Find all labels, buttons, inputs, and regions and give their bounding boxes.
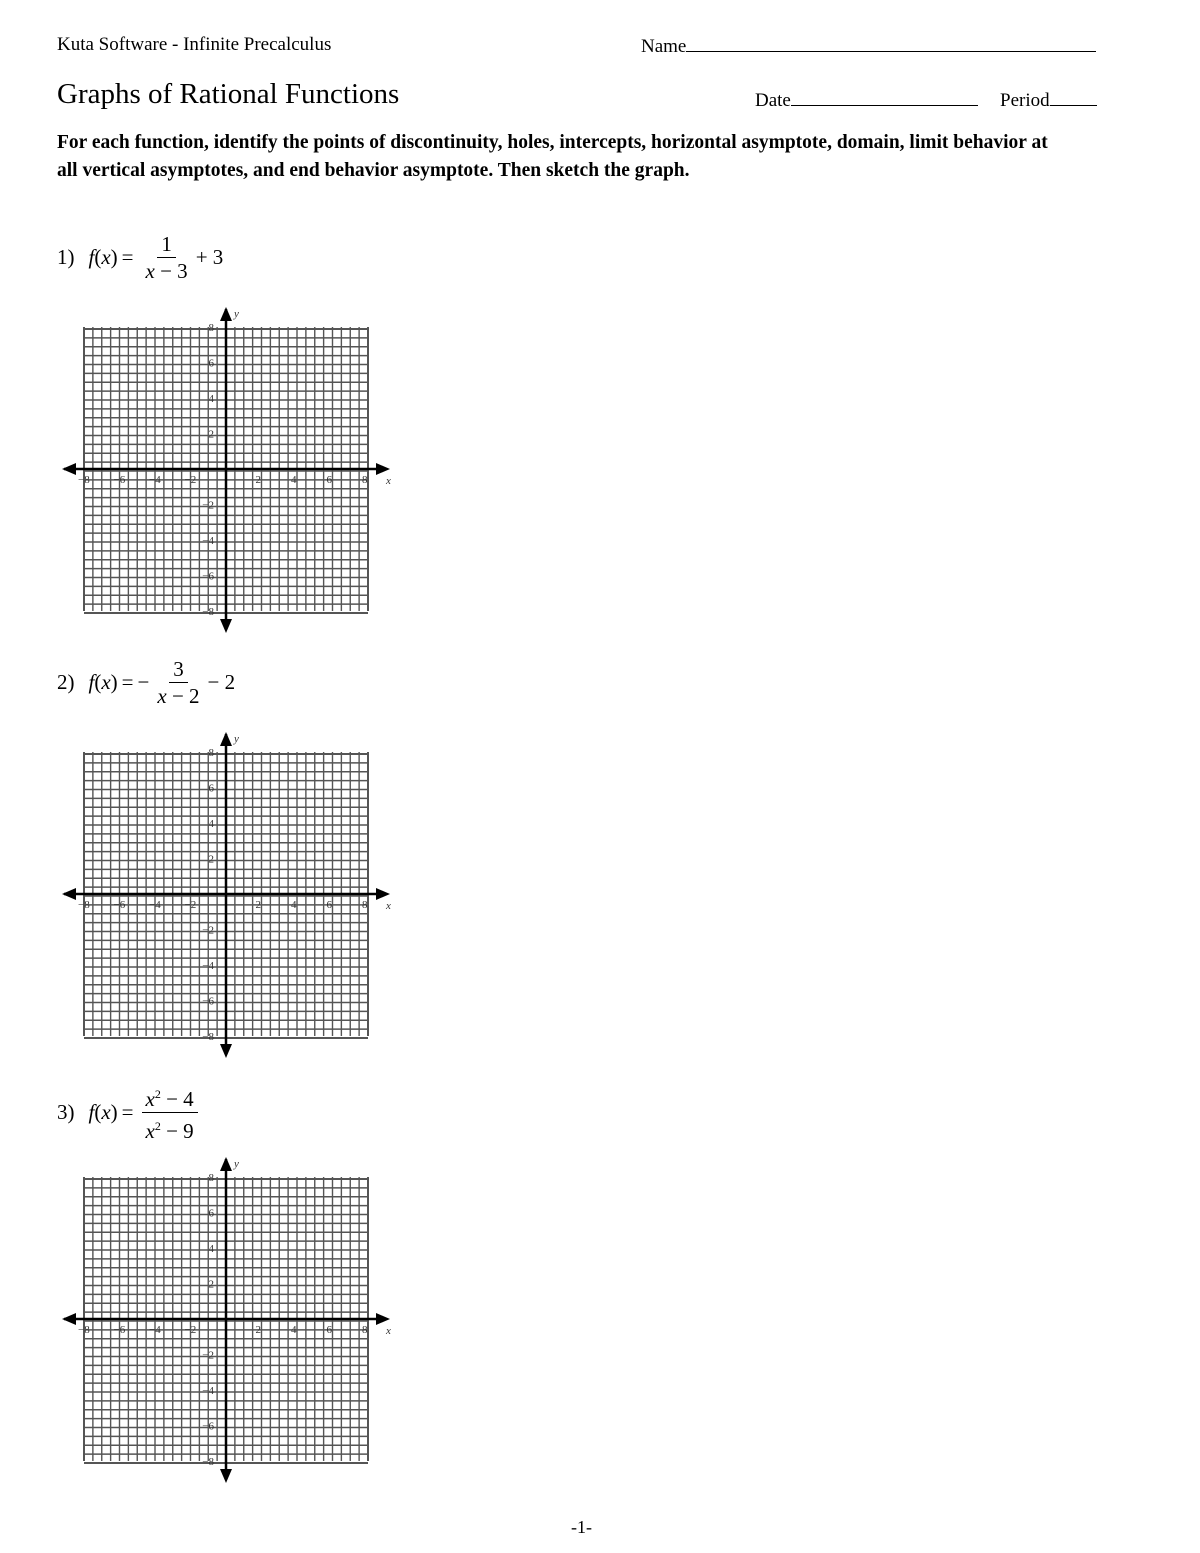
publisher-label: Kuta Software - Infinite Precalculus [57, 34, 332, 55]
arrow-down-icon [220, 619, 232, 633]
y-tick-label: 8 [208, 747, 214, 759]
function-var: x [101, 1100, 111, 1124]
denominator: x − 3 [145, 259, 188, 283]
x-tick-label: 6 [326, 899, 332, 911]
arrow-down-icon [220, 1469, 232, 1483]
x-tick-label: −6 [113, 899, 126, 911]
denominator: $x^2 - 9$ [145, 1119, 194, 1143]
equals-sign: = [121, 245, 134, 269]
page-number: -1- [571, 1517, 592, 1537]
period-blank[interactable] [1050, 88, 1097, 106]
y-tick-label: 8 [208, 322, 214, 334]
period-label: Period [1000, 90, 1050, 111]
arrow-left-icon [62, 1313, 76, 1325]
problem-1: 1) f ( x ) = $\frac{1}{x - 3}$ + 3 [57, 232, 224, 283]
y-tick-label: −8 [202, 1031, 214, 1043]
y-tick-label: 6 [208, 782, 214, 795]
x-tick-label: 8 [362, 899, 368, 911]
x-tick-label: −6 [113, 474, 126, 486]
x-tick-label: 4 [291, 474, 297, 486]
x-tick-label: −8 [78, 474, 90, 486]
arrow-left-icon [62, 888, 76, 900]
y-tick-label: −8 [202, 606, 214, 618]
problem-2: 2) f ( x ) = − $\frac{3}{x - 2}$ − 2 [57, 657, 236, 708]
y-tick-label: 2 [208, 853, 214, 866]
numerator: $x^2 - 4$ [142, 1082, 198, 1113]
x-tick-label: 2 [255, 474, 261, 486]
date-blank[interactable] [791, 88, 978, 106]
y-tick-label: 6 [208, 357, 214, 370]
equals-sign: = [121, 670, 134, 694]
x-tick-label: −4 [149, 1324, 161, 1336]
fraction [153, 657, 203, 708]
date-label: Date [755, 90, 791, 111]
equals-sign: = [121, 1100, 134, 1124]
y-tick-label: 2 [208, 1278, 214, 1291]
period-field[interactable] [1000, 88, 1097, 112]
x-tick-label: −8 [78, 899, 90, 911]
problem-number: 3) [57, 1100, 75, 1124]
problem-number: 2) [57, 670, 75, 694]
y-tick-label: −6 [202, 995, 214, 1008]
page-title: Graphs of Rational Functions [57, 78, 400, 110]
arrow-left-icon [62, 463, 76, 475]
y-tick-label: −6 [202, 1420, 214, 1433]
function-var: x [101, 245, 111, 269]
numerator: 1 [157, 232, 176, 258]
y-tick-label: −4 [202, 960, 214, 972]
x-tick-label: 2 [255, 1324, 261, 1336]
arrow-down-icon [220, 1044, 232, 1058]
y-tick-label: 6 [208, 1207, 214, 1220]
x-tick-label: −4 [149, 899, 161, 911]
y-tick-label: −2 [202, 499, 214, 512]
y-tick-label: 4 [208, 818, 214, 830]
x-tick-label: 8 [362, 474, 368, 486]
problem-number: 1) [57, 245, 75, 269]
y-axis-label: y [234, 1158, 239, 1170]
arrow-up-icon [220, 1157, 232, 1171]
prefix-sign: − [137, 670, 150, 694]
x-tick-label: −2 [184, 899, 197, 911]
y-tick-label: 4 [208, 393, 214, 405]
function-var: x [101, 670, 111, 694]
x-tick-label: −4 [149, 474, 161, 486]
date-field[interactable] [755, 88, 978, 112]
x-tick-label: −6 [113, 1324, 126, 1336]
x-tick-label: 4 [291, 1324, 297, 1336]
y-tick-label: −6 [202, 570, 214, 583]
arrow-right-icon [376, 463, 390, 475]
function-name: f [88, 670, 95, 694]
x-tick-label: 6 [326, 474, 332, 486]
x-tick-label: 2 [255, 899, 261, 911]
y-tick-label: −4 [202, 535, 214, 547]
y-tick-label: −8 [202, 1456, 214, 1468]
denominator: x − 2 [157, 684, 200, 708]
x-axis-label: x [386, 475, 391, 487]
suffix-term: − 2 [207, 670, 236, 694]
y-tick-label: 8 [208, 1172, 214, 1184]
suffix-term: + 3 [195, 245, 224, 269]
grid-svg[interactable] [60, 305, 395, 640]
coordinate-grid-1[interactable] [60, 305, 395, 640]
y-axis-label: y [234, 308, 239, 320]
name-label: Name [641, 36, 687, 57]
y-tick-label: −2 [202, 1349, 214, 1362]
grid-svg[interactable] [60, 730, 395, 1065]
x-tick-label: 8 [362, 1324, 368, 1336]
y-tick-label: −2 [202, 924, 214, 937]
fraction [142, 232, 192, 283]
arrow-up-icon [220, 732, 232, 746]
function-name: f [88, 245, 95, 269]
instructions: For each function, identify the points of discontinuity, holes, intercepts, horizontal asymptote, domain, limit behavior at all vertical asymptotes, and end behavior asymptote. Then sketch the graph. [57, 132, 1048, 181]
arrow-right-icon [376, 888, 390, 900]
x-tick-label: 6 [326, 1324, 332, 1336]
y-tick-label: −4 [202, 1385, 214, 1397]
name-field[interactable] [641, 34, 1096, 58]
x-tick-label: −2 [184, 1324, 197, 1336]
problem-3: 3) f ( x ) = $\frac{x^2 - 4}{x^2 - 9}$ [57, 1082, 202, 1143]
x-tick-label: −8 [78, 1324, 90, 1336]
x-axis-label: x [386, 1325, 391, 1337]
function-name: f [88, 1100, 95, 1124]
grid-svg[interactable] [60, 1155, 395, 1490]
coordinate-grid-2[interactable] [60, 730, 395, 1065]
coordinate-grid-3[interactable] [60, 1155, 395, 1490]
x-tick-label: 4 [291, 899, 297, 911]
y-tick-label: 4 [208, 1243, 214, 1255]
arrow-up-icon [220, 307, 232, 321]
arrow-right-icon [376, 1313, 390, 1325]
name-blank[interactable] [686, 34, 1096, 52]
fraction [142, 1082, 198, 1143]
y-axis-label: y [234, 733, 239, 745]
x-axis-label: x [386, 900, 391, 912]
y-tick-label: 2 [208, 428, 214, 441]
x-tick-label: −2 [184, 474, 197, 486]
numerator: 3 [169, 657, 188, 683]
